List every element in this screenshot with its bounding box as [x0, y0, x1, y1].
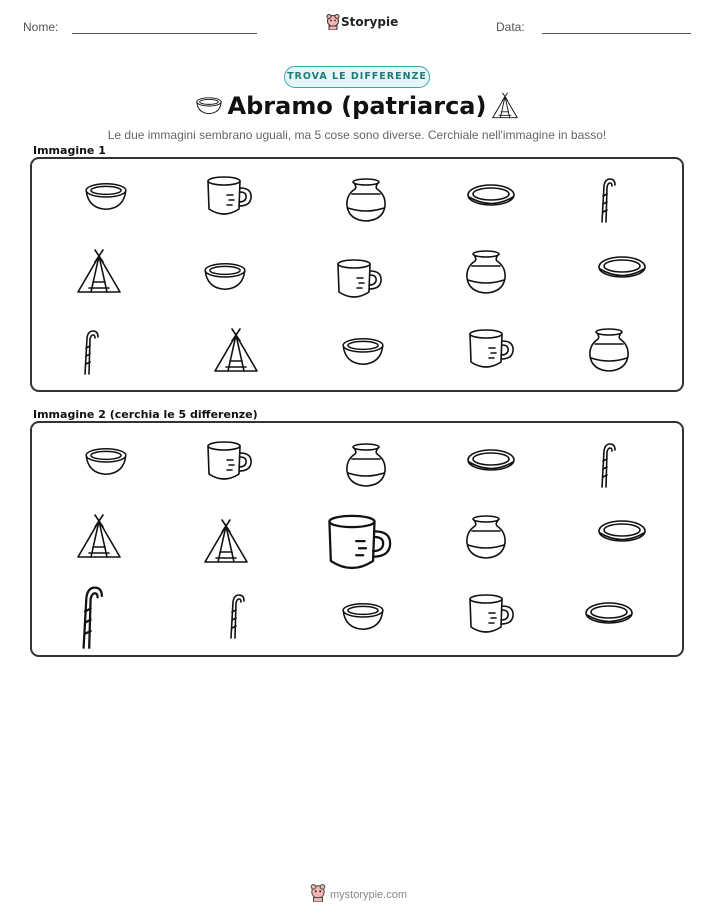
mug-icon[interactable] [208, 442, 251, 479]
worksheet-type-badge: TROVA LE DIFFERENZE [284, 66, 430, 88]
cane-icon[interactable] [602, 179, 615, 222]
pot-icon[interactable] [467, 516, 505, 558]
large-cane-icon[interactable] [84, 588, 102, 648]
bowl-icon[interactable] [83, 180, 129, 214]
bowl-icon[interactable] [205, 264, 245, 290]
cane-icon[interactable] [602, 444, 615, 487]
title-tent-icon [491, 92, 519, 120]
name-field[interactable] [72, 33, 257, 34]
plate-icon[interactable] [468, 450, 514, 470]
footer-logo-icon [310, 884, 326, 902]
tent-icon[interactable] [205, 520, 247, 562]
cane-icon[interactable] [85, 331, 98, 374]
date-field[interactable] [542, 33, 691, 34]
page-title: Abramo (patriarca) [227, 92, 487, 120]
bowl-icon[interactable] [86, 449, 126, 475]
plate-icon[interactable] [468, 185, 514, 205]
panel-2-label: Immagine 2 (cerchia le 5 differenze) [33, 408, 258, 421]
tent-icon[interactable] [78, 250, 120, 292]
pot-icon[interactable] [347, 179, 385, 221]
tent-icon[interactable] [215, 329, 257, 371]
plate-icon[interactable] [599, 521, 645, 541]
date-label: Data: [496, 20, 525, 34]
footer-url[interactable]: mystorypie.com [330, 889, 408, 901]
cane-icon[interactable] [231, 595, 244, 638]
name-label: Nome: [23, 20, 59, 34]
pot-icon[interactable] [467, 251, 505, 293]
pot-icon[interactable] [590, 329, 628, 371]
mug-icon[interactable] [208, 177, 251, 214]
brand-name: Storypie [341, 15, 399, 29]
pot-icon[interactable] [347, 444, 385, 486]
mug-icon[interactable] [338, 260, 381, 297]
panel-1-label: Immagine 1 [33, 144, 106, 157]
mug-icon[interactable] [470, 330, 513, 367]
tent-icon[interactable] [78, 515, 120, 557]
large-mug-icon[interactable] [329, 516, 390, 568]
bowl-icon[interactable] [343, 339, 383, 365]
plate-icon[interactable] [586, 603, 632, 623]
bowl-icon[interactable] [343, 604, 383, 630]
storypie-logo-icon [326, 14, 340, 30]
instructions: Le due immagini sembrano uguali, ma 5 cose sono diverse. Cerchiale nell'immagine in basso! [107, 128, 607, 142]
plate-icon[interactable] [599, 257, 645, 277]
mug-icon[interactable] [470, 595, 513, 632]
